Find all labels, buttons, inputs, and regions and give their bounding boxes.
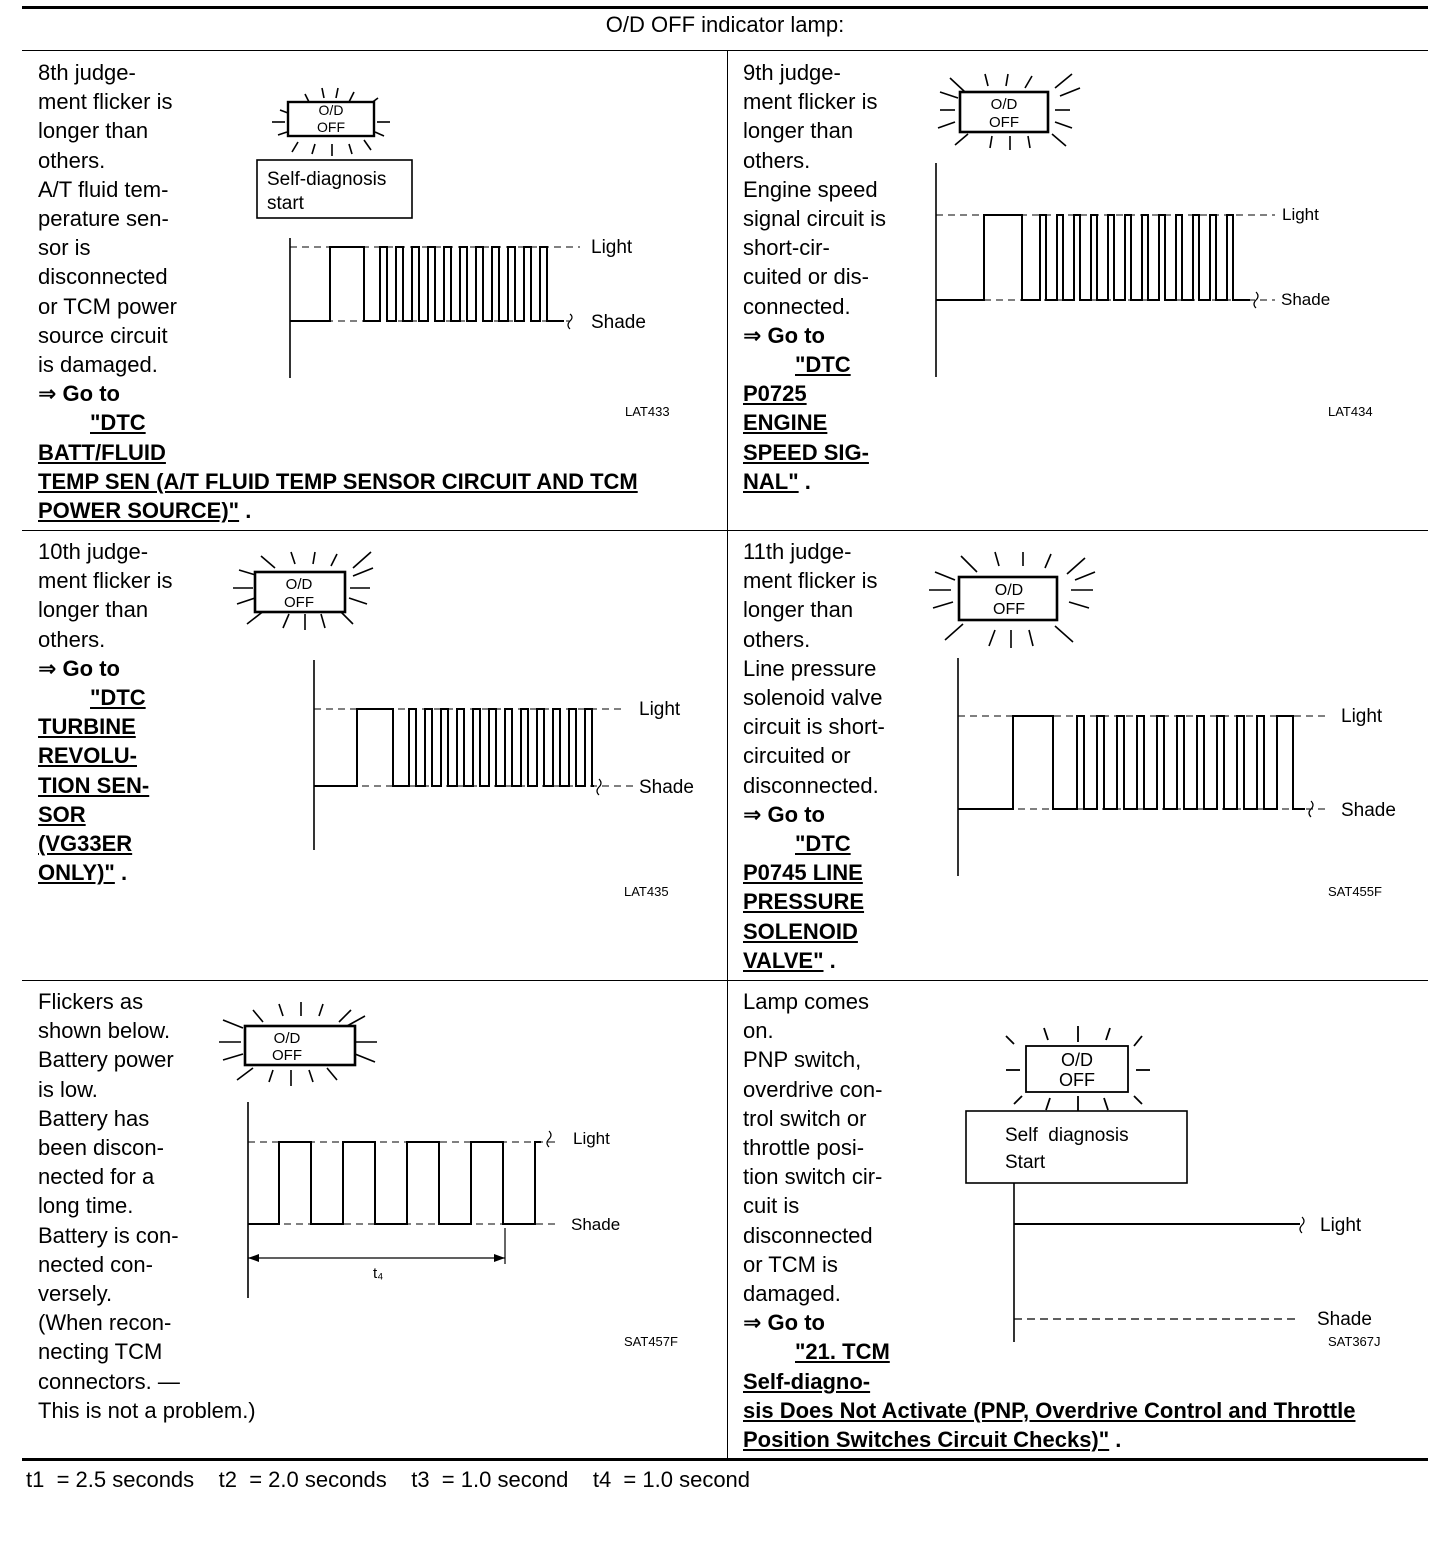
pulse-waveform: [958, 716, 1305, 809]
cell-line: is low.: [38, 1076, 98, 1102]
dtc-link-text[interactable]: "DTC: [90, 410, 146, 436]
dtc-link-line[interactable]: [38, 800, 172, 829]
dtc-link-text[interactable]: (VG33ER: [38, 831, 133, 857]
dtc-link-line[interactable]: [38, 771, 172, 800]
dtc-link-line[interactable]: [38, 496, 638, 525]
dtc-link-line[interactable]: [743, 408, 886, 437]
dtc-link-line[interactable]: [743, 438, 886, 467]
dtc-link-text[interactable]: TEMP SEN (A/T FLUID TEMP SENSOR CIRCUIT AND TCM: [38, 468, 638, 494]
cell-line: solenoid valve: [743, 685, 883, 711]
dtc-link-text[interactable]: P0725: [743, 381, 807, 407]
row-divider: [22, 530, 1428, 531]
cell-line: circuit is short-: [743, 714, 885, 740]
dtc-link-text[interactable]: "DTC: [795, 831, 851, 857]
self-diagnosis-box: [966, 1111, 1187, 1183]
cell-line: perature sen-: [38, 206, 169, 232]
cell-line: Line pressure: [743, 655, 877, 681]
figure-code: SAT457F: [624, 1334, 678, 1349]
cell-line: shown below.: [38, 1018, 171, 1044]
cell-line: signal circuit is: [743, 206, 887, 232]
cell-line: long time.: [38, 1193, 134, 1219]
figure-code: LAT435: [624, 884, 669, 898]
lamp-label-2: OFF: [989, 114, 1019, 131]
shade-label: Shade: [1317, 1309, 1372, 1330]
box-label-1: Self diagnosis: [1005, 1125, 1129, 1146]
lamp-label-1: O/D: [1060, 1050, 1094, 1070]
dtc-link-line[interactable]: [38, 467, 638, 496]
lamp-label-1: O/D: [285, 576, 313, 593]
dtc-link-text[interactable]: SOLENOID: [743, 918, 858, 944]
cell-line: necting TCM: [38, 1339, 163, 1365]
pulse-waveform: [248, 1142, 541, 1224]
cell-line: cuited or dis-: [743, 264, 869, 290]
cell-line: damaged.: [743, 1281, 841, 1307]
dtc-link-line[interactable]: [743, 467, 886, 496]
dtc-link-text[interactable]: ENGINE: [743, 410, 828, 436]
dtc-link-line[interactable]: [743, 1396, 1355, 1425]
cell-line: This is not a problem.): [38, 1397, 256, 1423]
dtc-link-line[interactable]: [38, 741, 172, 770]
cell-line: others.: [743, 626, 811, 652]
cell-line: ment flicker is: [38, 89, 173, 115]
cell-line: 10th judge-: [38, 539, 149, 564]
cell-line: others.: [38, 626, 106, 652]
shade-label: Shade: [1341, 800, 1396, 821]
cell-line: cuit is: [743, 1193, 800, 1219]
dtc-link-line[interactable]: [38, 438, 638, 467]
cell-line: others.: [743, 147, 811, 173]
bottom-rule: [22, 1458, 1428, 1461]
light-label: Light: [1341, 706, 1383, 727]
cell-line: Flickers as: [38, 989, 144, 1014]
cell-line: Battery is con-: [38, 1222, 179, 1248]
dtc-link-text[interactable]: Self-diagno-: [743, 1368, 871, 1394]
figure-11th-judgement: [925, 550, 1415, 900]
cell-line: longer than: [38, 118, 149, 144]
cell-line: is damaged.: [38, 352, 158, 378]
cell-line: tion switch cir-: [743, 1164, 883, 1190]
dtc-link-line[interactable]: [38, 829, 172, 858]
lamp-label-1: O/D: [273, 1030, 301, 1047]
dtc-link-text[interactable]: NAL": [743, 468, 799, 494]
cell-line: nected con-: [38, 1251, 153, 1277]
link-tail: .: [239, 498, 252, 524]
light-label: Light: [591, 237, 633, 258]
figure-lamp-comes-on: [960, 1020, 1420, 1350]
dtc-link-text[interactable]: BATT/FLUID: [38, 439, 166, 465]
light-label: Light: [639, 699, 681, 720]
cell-line: (When recon-: [38, 1310, 172, 1336]
figure-9th-judgement: [910, 70, 1410, 425]
cell-11th-text: [743, 537, 885, 975]
row-divider: [22, 980, 1428, 981]
dtc-link-text[interactable]: PRESSURE: [743, 889, 865, 915]
goto-label: ⇒ Go to: [743, 1310, 825, 1336]
dtc-link-text[interactable]: TION SEN-: [38, 772, 150, 798]
dtc-link-text[interactable]: "21. TCM: [795, 1339, 890, 1365]
light-label: Light: [1282, 205, 1319, 224]
cell-line: 9th judge-: [743, 60, 841, 85]
dtc-link-text[interactable]: SOR: [38, 801, 86, 827]
box-label-1: Self-diagnosis: [267, 169, 387, 190]
goto-label: ⇒ Go to: [38, 655, 120, 681]
figure-10th-judgement: [225, 548, 715, 898]
goto-label: ⇒ Go to: [743, 322, 825, 348]
dtc-link-line[interactable]: [38, 712, 172, 741]
shade-label: Shade: [639, 777, 694, 798]
light-label: Light: [573, 1129, 610, 1148]
cell-line: longer than: [743, 118, 854, 144]
cell-line: disconnected.: [743, 772, 879, 798]
dtc-link-line[interactable]: [743, 379, 886, 408]
link-tail: .: [823, 947, 836, 973]
cell-line: 11th judge-: [743, 539, 852, 564]
figure-8th-judgement: [250, 80, 690, 425]
goto-label: ⇒ Go to: [743, 801, 825, 827]
cell-line: throttle posi-: [743, 1135, 865, 1161]
cell-line: longer than: [743, 597, 854, 623]
dtc-link-line[interactable]: [743, 917, 885, 946]
dtc-link-line[interactable]: [743, 887, 885, 916]
cell-line: nected for a: [38, 1164, 155, 1190]
dtc-link-line[interactable]: [743, 858, 885, 887]
shade-label: Shade: [1281, 290, 1331, 309]
lamp-label-2: OFF: [993, 601, 1025, 618]
row-divider: [22, 50, 1428, 51]
pulse-waveform: [314, 709, 594, 786]
box-label-2: start: [267, 193, 304, 214]
cell-line: or TCM is: [743, 1251, 838, 1277]
dtc-link-line[interactable]: [38, 858, 172, 887]
dtc-link-text[interactable]: P0745 LINE: [743, 860, 863, 886]
figure-battery-flicker: [215, 1000, 695, 1355]
cell-line: versely.: [38, 1281, 113, 1307]
figure-code: LAT434: [1328, 404, 1373, 419]
cell-line: been discon-: [38, 1135, 164, 1161]
cell-line: sor is: [38, 235, 91, 261]
timing-footnote: t1 = 2.5 seconds t2 = 2.0 seconds t3 = 1.0 second t4 = 1.0 second: [26, 1467, 751, 1492]
cell-line: Battery has: [38, 1105, 150, 1131]
dtc-link-text[interactable]: VALVE": [743, 947, 824, 973]
dtc-link-text[interactable]: ONLY)": [38, 860, 115, 886]
cell-line: source circuit: [38, 322, 168, 348]
dtc-link-text[interactable]: REVOLU-: [38, 743, 137, 769]
dtc-link-line[interactable]: [743, 1425, 1355, 1454]
cell-line: Lamp comes: [743, 989, 869, 1014]
box-label-2: Start: [1005, 1152, 1046, 1173]
figure-code: LAT433: [625, 404, 670, 419]
dtc-link-line[interactable]: [743, 1367, 1355, 1396]
figure-code: SAT455F: [1328, 884, 1382, 899]
dtc-link-text[interactable]: Position Switches Circuit Checks)": [743, 1427, 1110, 1453]
cell-line: connectors. —: [38, 1368, 180, 1394]
cell-line: disconnected: [38, 264, 168, 290]
dtc-link-text[interactable]: sis Does Not Activate (PNP, Overdrive Control and Throttle: [743, 1397, 1356, 1423]
lamp-label-2: OFF: [1059, 1070, 1095, 1090]
lamp-label-1: O/D: [318, 102, 344, 118]
cell-line: or TCM power: [38, 293, 177, 319]
dtc-link-text[interactable]: "DTC: [795, 352, 851, 378]
dtc-link-line[interactable]: [743, 829, 885, 858]
pulse-waveform: [290, 247, 564, 321]
cell-line: Engine speed: [743, 176, 878, 202]
cell-line: PNP switch,: [743, 1047, 862, 1073]
pulse-waveform: [936, 215, 1250, 300]
goto-label: ⇒ Go to: [38, 381, 120, 407]
cell-line: connected.: [743, 293, 851, 319]
figure-code: SAT367J: [1328, 1334, 1381, 1349]
dtc-link-line[interactable]: [743, 946, 885, 975]
light-label: Light: [1320, 1215, 1362, 1236]
cell-line: 8th judge-: [38, 60, 136, 85]
column-divider: [727, 50, 728, 1460]
cell-line: short-cir-: [743, 235, 830, 261]
lamp-label-1: O/D: [990, 96, 1018, 113]
shade-label: Shade: [571, 1215, 621, 1234]
cell-line: A/T fluid tem-: [38, 176, 169, 202]
cell-line: ment flicker is: [38, 568, 173, 594]
link-tail: .: [1109, 1427, 1122, 1453]
cell-line: disconnected: [743, 1222, 873, 1248]
cell-line: trol switch or: [743, 1105, 867, 1131]
shade-label: Shade: [591, 312, 646, 333]
lamp-label-2: OFF: [272, 1047, 302, 1064]
cell-line: overdrive con-: [743, 1076, 883, 1102]
cell-10th-text: [38, 537, 172, 887]
cell-line: Battery power: [38, 1047, 174, 1073]
dtc-link-line[interactable]: [743, 350, 886, 379]
link-tail: .: [114, 860, 128, 886]
cell-line: circuited or: [743, 743, 851, 769]
dtc-link-text[interactable]: "DTC: [90, 685, 146, 711]
cell-line: ment flicker is: [743, 568, 878, 594]
lamp-label-1: O/D: [994, 582, 1024, 599]
cell-line: longer than: [38, 597, 149, 623]
t4-label: t₄: [373, 1265, 384, 1282]
top-rule: [22, 6, 1428, 9]
table-header: O/D OFF indicator lamp:: [605, 12, 845, 37]
lamp-label-2: OFF: [317, 119, 345, 135]
cell-line: others.: [38, 147, 106, 173]
cell-line: on.: [743, 1018, 774, 1044]
lamp-label-2: OFF: [284, 594, 314, 611]
cell-9th-text: [743, 58, 886, 496]
dtc-link-text[interactable]: POWER SOURCE)": [38, 498, 240, 524]
dtc-link-text[interactable]: TURBINE: [38, 714, 136, 740]
dtc-link-text[interactable]: SPEED SIG-: [743, 439, 869, 465]
dtc-link-line[interactable]: [38, 683, 172, 712]
cell-line: ment flicker is: [743, 89, 878, 115]
link-tail: .: [798, 468, 811, 494]
